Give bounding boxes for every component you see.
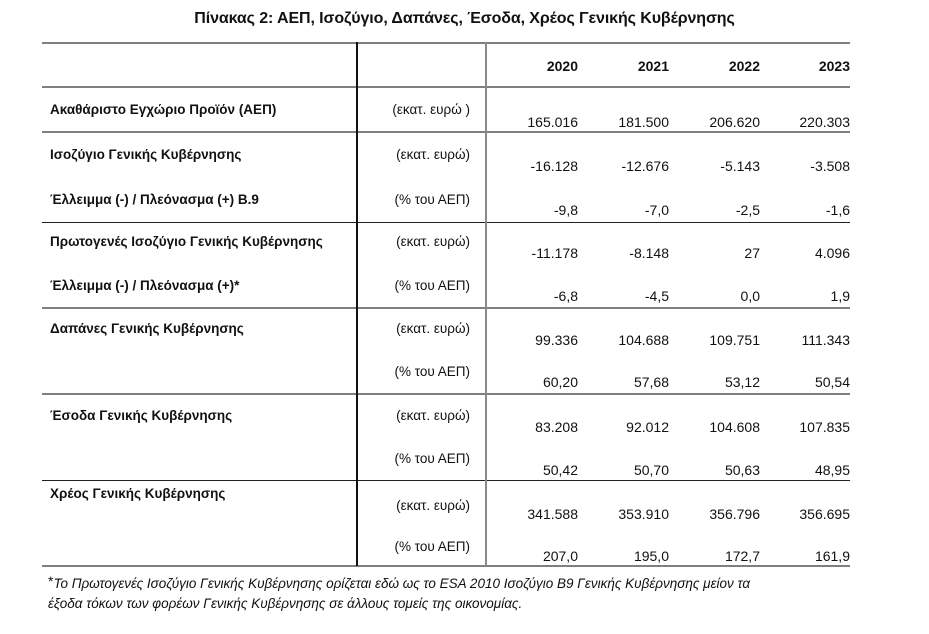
- rule-after-primary: [42, 307, 850, 309]
- footnote-line-1: Το Πρωτογενές Ισοζύγιο Γενικής Κυβέρνησης ορίζεται εδώ ως το ESA 2010 Ισοζύγιο Β9 Γενικής Κυβέρνησης μείον τα: [53, 576, 751, 591]
- row-unit: (εκατ. ευρώ): [396, 147, 470, 162]
- cell-value: 341.588: [527, 506, 578, 522]
- header-year: 2023: [818, 58, 850, 74]
- row-label: Έλλειμμα (-) / Πλεόνασμα (+)*: [50, 278, 240, 293]
- cell-value: 50,70: [633, 462, 669, 478]
- cell-value: -9,8: [553, 202, 578, 218]
- cell-value: 356.796: [709, 506, 760, 522]
- cell-value: 57,68: [633, 374, 669, 390]
- cell-value: 111.343: [801, 332, 850, 348]
- cell-value: 109.751: [709, 332, 760, 348]
- cell-value: -3.508: [810, 158, 850, 174]
- row-unit: (εκατ. ευρώ): [396, 321, 470, 336]
- cell-value: 181.500: [618, 114, 669, 130]
- row-unit: (% του ΑΕΠ): [394, 278, 470, 293]
- cell-value: 165.016: [527, 114, 578, 130]
- row-label: Έλλειμμα (-) / Πλεόνασμα (+) Β.9: [50, 192, 259, 207]
- rule-after-expenditure: [42, 393, 850, 395]
- row-label: Χρέος Γενικής Κυβέρνησης: [50, 486, 226, 501]
- footnote-line-2: έξοδα τόκων των φορέων Γενικής Κυβέρνησης σε άλλους τομείς της οικονομίας.: [48, 596, 523, 611]
- cell-value: 99.336: [535, 332, 578, 348]
- rule-bottom: [42, 565, 850, 567]
- cell-value: -12.676: [621, 158, 669, 174]
- cell-value: 50,42: [542, 462, 578, 478]
- header-year: 2020: [546, 58, 578, 74]
- cell-value: -11.178: [531, 245, 578, 261]
- cell-value: 60,20: [542, 374, 578, 390]
- cell-value: -7,0: [644, 202, 669, 218]
- row-label: Ισοζύγιο Γενικής Κυβέρνησης: [50, 147, 242, 162]
- cell-value: -16.128: [530, 158, 578, 174]
- row-unit: (% του ΑΕΠ): [394, 451, 470, 466]
- cell-value: 53,12: [724, 374, 760, 390]
- cell-value: 104.608: [709, 419, 760, 435]
- header-year: 2022: [728, 58, 760, 74]
- row-unit: (% του ΑΕΠ): [394, 364, 470, 379]
- cell-value: 1,9: [830, 288, 850, 304]
- rule-vertical-label: [356, 42, 358, 566]
- row-unit: (% του ΑΕΠ): [394, 539, 470, 554]
- cell-value: 161,9: [814, 548, 850, 564]
- cell-value: 195,0: [633, 548, 669, 564]
- row-unit: (εκατ. ευρώ): [396, 498, 470, 513]
- header-year: 2021: [637, 58, 669, 74]
- cell-value: 104.688: [618, 332, 669, 348]
- rule-header-bottom: [42, 86, 850, 88]
- row-unit: (εκατ. ευρώ): [396, 234, 470, 249]
- cell-value: 92.012: [626, 419, 669, 435]
- cell-value: -2,5: [735, 202, 760, 218]
- row-label: Δαπάνες Γενικής Κυβέρνησης: [50, 321, 244, 336]
- footnote-marker: *: [48, 573, 54, 589]
- cell-value: 83.208: [535, 419, 578, 435]
- rule-after-gdp: [42, 131, 850, 133]
- cell-value: -8.148: [629, 245, 669, 261]
- cell-value: 207,0: [542, 548, 578, 564]
- cell-value: 172,7: [724, 548, 760, 564]
- cell-value: 4.096: [814, 245, 850, 261]
- cell-value: -5.143: [720, 158, 760, 174]
- table-title: Πίνακας 2: ΑΕΠ, Ισοζύγιο, Δαπάνες, Έσοδα, Χρέος Γενικής Κυβέρνησης: [194, 10, 735, 27]
- footnote: [48, 571, 908, 614]
- row-unit: (εκατ. ευρώ ): [392, 102, 470, 117]
- cell-value: 48,95: [814, 462, 850, 478]
- cell-value: -6,8: [553, 288, 578, 304]
- row-label: Έσοδα Γενικής Κυβέρνησης: [50, 408, 233, 423]
- cell-value: 0,0: [740, 288, 760, 304]
- row-label: Πρωτογενές Ισοζύγιο Γενικής Κυβέρνησης: [50, 234, 323, 249]
- cell-value: 206.620: [709, 114, 760, 130]
- rule-after-revenue: [42, 480, 850, 481]
- cell-value: 107.835: [799, 419, 850, 435]
- row-unit: (% του ΑΕΠ): [394, 192, 470, 207]
- rule-vertical-unit: [485, 42, 487, 566]
- rule-top: [42, 42, 850, 44]
- row-label: Ακαθάριστο Εγχώριο Προϊόν (ΑΕΠ): [50, 102, 277, 117]
- rule-after-balance: [42, 222, 850, 223]
- cell-value: 50,54: [814, 374, 850, 390]
- cell-value: -4,5: [644, 288, 669, 304]
- cell-value: 356.695: [799, 506, 850, 522]
- cell-value: 220.303: [799, 114, 850, 130]
- cell-value: 27: [744, 245, 760, 261]
- cell-value: 353.910: [618, 506, 669, 522]
- cell-value: -1,6: [825, 202, 850, 218]
- row-unit: (εκατ. ευρώ): [396, 408, 470, 423]
- cell-value: 50,63: [724, 462, 760, 478]
